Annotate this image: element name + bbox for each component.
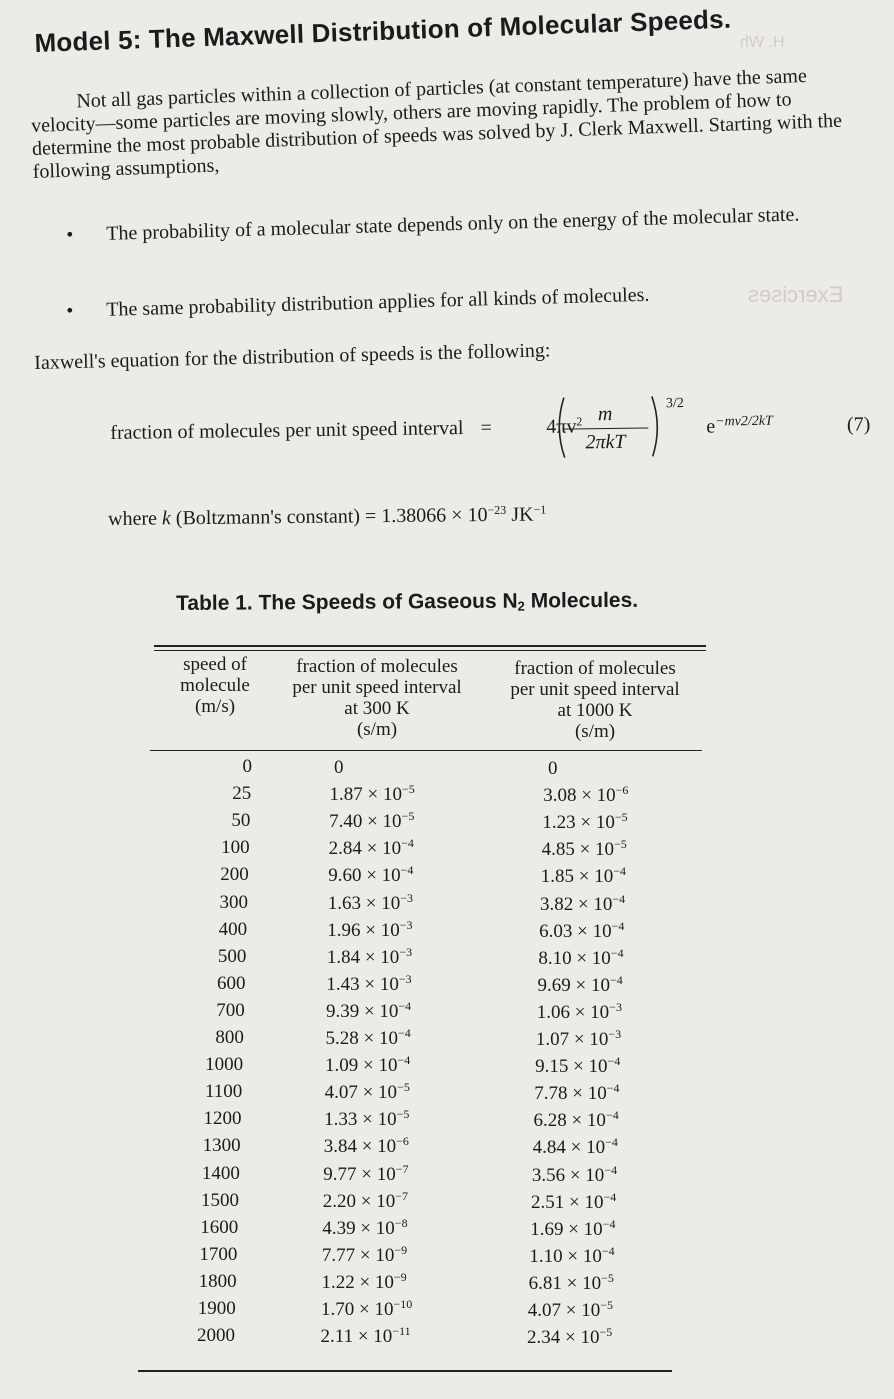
table-cell-speed: 2000 [196, 1325, 235, 1347]
table-cell-speed: 25 [232, 783, 252, 805]
table-cell-speed: 1200 [203, 1108, 242, 1130]
table-cell-fraction-1000k: $8.10 \times 10^{-4}$ [538, 945, 624, 969]
table-cell-fraction-1000k: 0 [548, 758, 558, 779]
table-cell-speed: 100 [221, 837, 250, 859]
header-fraction-300k: fraction of molecules per unit speed interval at 300 K (s/m) [292, 656, 462, 740]
bullet-text: The probability of a molecular state depends only on the energy of the molecular state. [105, 203, 800, 245]
table-cell-fraction-300k: $1.22 \times 10^{-9}$ [321, 1269, 407, 1293]
table-cell-fraction-1000k: $3.82 \times 10^{-4}$ [539, 891, 626, 915]
table-cell-fraction-1000k: $1.10 \times 10^{-4}$ [529, 1243, 615, 1267]
bleed-through: H. Wh [740, 34, 785, 51]
table-cell-fraction-300k: $3.84 \times 10^{-6}$ [323, 1134, 409, 1158]
maxwell-equation [110, 395, 871, 470]
bullet-text: The same probability distribution applies for all kinds of molecules. [105, 283, 650, 321]
bullet-dot-icon: • [66, 299, 74, 322]
table-cell-fraction-300k: $4.07 \times 10^{-5}$ [324, 1080, 410, 1104]
table-cell-fraction-300k: $1.43 \times 10^{-3}$ [326, 971, 412, 995]
table-bottom-rule [138, 1370, 672, 1372]
table-cell-fraction-1000k: $1.06 \times 10^{-3}$ [536, 999, 622, 1023]
equation-equals: = [480, 416, 492, 439]
table-cell-fraction-1000k: $4.07 \times 10^{-5}$ [527, 1298, 614, 1321]
table-cell-speed: 1100 [204, 1081, 243, 1103]
table-cell-fraction-300k: $7.40 \times 10^{-5}$ [329, 809, 415, 833]
table-cell-speed: 1600 [200, 1216, 239, 1238]
power-three-halves: 3/2 [665, 395, 684, 412]
table-cell-speed: 0 [242, 756, 252, 777]
bullet-item [66, 278, 846, 322]
table-cell-fraction-300k: $1.63 \times 10^{-3}$ [327, 890, 413, 914]
table-cell-fraction-300k: $1.09 \times 10^{-4}$ [325, 1053, 411, 1077]
table-cell-speed: 1000 [205, 1054, 244, 1076]
table-cell-speed: 700 [216, 999, 245, 1021]
table-cell-fraction-300k: $9.60 \times 10^{-4}$ [328, 863, 414, 887]
boltzmann-constant: where k (Boltzmann's constant) = $1.38066 \times 10^{-23}$ $JK^{-1}$ [108, 502, 547, 530]
table-cell-fraction-1000k: $7.78 \times 10^{-4}$ [534, 1081, 620, 1105]
fraction-bar [562, 427, 648, 429]
table-cell-fraction-300k: $2.20 \times 10^{-7}$ [322, 1188, 409, 1212]
table-cell-fraction-1000k: $1.07 \times 10^{-3}$ [535, 1027, 622, 1050]
equation-lhs: fraction of molecules per unit speed interval [110, 417, 464, 444]
table-cell-fraction-1000k: $6.03 \times 10^{-4}$ [539, 918, 625, 942]
bullet-item [66, 202, 846, 246]
table-cell-fraction-300k: $7.77 \times 10^{-9}$ [321, 1242, 408, 1266]
table-cell-fraction-1000k: $9.15 \times 10^{-4}$ [535, 1054, 621, 1078]
bullet-dot-icon: • [66, 223, 74, 246]
table-cell-fraction-300k: $2.84 \times 10^{-4}$ [328, 836, 414, 860]
table-cell-fraction-1000k: $3.56 \times 10^{-4}$ [531, 1162, 618, 1186]
table-cell-fraction-1000k: $3.08 \times 10^{-6}$ [543, 783, 629, 807]
table-cell-speed: 1900 [197, 1298, 236, 1319]
table-cell-speed: 200 [220, 864, 249, 886]
table-cell-speed: 300 [219, 891, 248, 913]
header-fraction-1000k: fraction of molecules per unit speed interval at 1000 K (s/m) [510, 658, 680, 742]
table-cell-fraction-300k: 0 [334, 757, 344, 778]
table-cell-speed: 1500 [201, 1189, 240, 1211]
header-speed: speed of molecule (m/s) [180, 654, 250, 717]
table-cell-fraction-300k: $1.70 \times 10^{-10}$ [321, 1297, 413, 1320]
table-cell-speed: 400 [218, 918, 248, 940]
table-cell-speed: 1800 [198, 1270, 237, 1292]
table-cell-fraction-300k: $9.39 \times 10^{-4}$ [325, 998, 412, 1022]
table-cell-fraction-300k: $1.96 \times 10^{-3}$ [327, 917, 413, 941]
table-cell-speed: 50 [231, 810, 251, 832]
table-cell-fraction-1000k: $6.28 \times 10^{-4}$ [533, 1108, 619, 1132]
table-cell-fraction-300k: $1.84 \times 10^{-3}$ [326, 944, 413, 968]
table-top-rule [154, 645, 706, 647]
fraction-denominator: 2πkT [585, 430, 626, 454]
table-cell-speed: 1300 [202, 1135, 241, 1157]
table-cell-speed: 800 [215, 1027, 244, 1048]
model-title: Model 5: The Maxwell Distribution of Molecular Speeds. [34, 3, 732, 58]
table-cell-speed: 600 [217, 972, 246, 994]
table-cell-speed: 1700 [199, 1243, 238, 1265]
table-cell-fraction-300k: $1.33 \times 10^{-5}$ [324, 1107, 410, 1131]
table-top-rule-thin [154, 650, 706, 651]
table-cell-fraction-1000k: $9.69 \times 10^{-4}$ [537, 972, 623, 996]
table-cell-fraction-300k: $9.77 \times 10^{-7}$ [323, 1161, 409, 1185]
bleed-through: Exercises [748, 282, 844, 307]
table-cell-fraction-300k: $5.28 \times 10^{-4}$ [325, 1026, 411, 1049]
equation-fraction [562, 402, 649, 454]
table-cell-fraction-1000k: $2.51 \times 10^{-4}$ [531, 1189, 617, 1213]
exponential-base: e [706, 415, 716, 438]
table-cell-fraction-300k: $1.87 \times 10^{-5}$ [329, 782, 415, 806]
table-cell-fraction-1000k: $2.34 \times 10^{-5}$ [526, 1325, 613, 1349]
table-cell-fraction-300k: $4.39 \times 10^{-8}$ [322, 1215, 408, 1239]
table-cell-speed: 500 [217, 945, 247, 967]
equation-coefficient: 4πv [546, 415, 577, 438]
exponential-power: −mv2/2kT [715, 413, 773, 430]
table-cell-fraction-1000k: $1.69 \times 10^{-4}$ [530, 1216, 616, 1240]
equation-intro: Iaxwell's equation for the distribution of speeds is the following: [34, 339, 551, 374]
right-paren-icon [650, 394, 665, 458]
table-cell-fraction-1000k: $1.23 \times 10^{-5}$ [542, 810, 628, 834]
table-cell-fraction-300k: $2.11 \times 10^{-11}$ [320, 1324, 411, 1348]
intro-paragraph: Not all gas particles within a collection of particles (at constant temperature) have the same velocity—some particles are moving slowly, others are moving rapidly. The problem of how to determine the most probable distribution of speeds was solved by J. Clerk Maxwell. Starting with the following assumptions, [30, 64, 843, 183]
equation-coefficient-exponent: 2 [576, 414, 583, 429]
table-cell-fraction-1000k: $4.84 \times 10^{-4}$ [532, 1135, 618, 1159]
table-header-rule [150, 750, 702, 751]
table-cell-speed: 1400 [201, 1162, 240, 1184]
fraction-numerator: m [597, 402, 613, 426]
table-cell-fraction-1000k: $6.81 \times 10^{-5}$ [528, 1270, 614, 1294]
equation-number: (7) [846, 413, 871, 436]
table-cell-fraction-1000k: $1.85 \times 10^{-4}$ [540, 864, 626, 888]
table-title: Table 1. The Speeds of Gaseous $N_2$ Molecules. [176, 588, 639, 615]
table-cell-fraction-1000k: $4.85 \times 10^{-5}$ [541, 837, 627, 861]
